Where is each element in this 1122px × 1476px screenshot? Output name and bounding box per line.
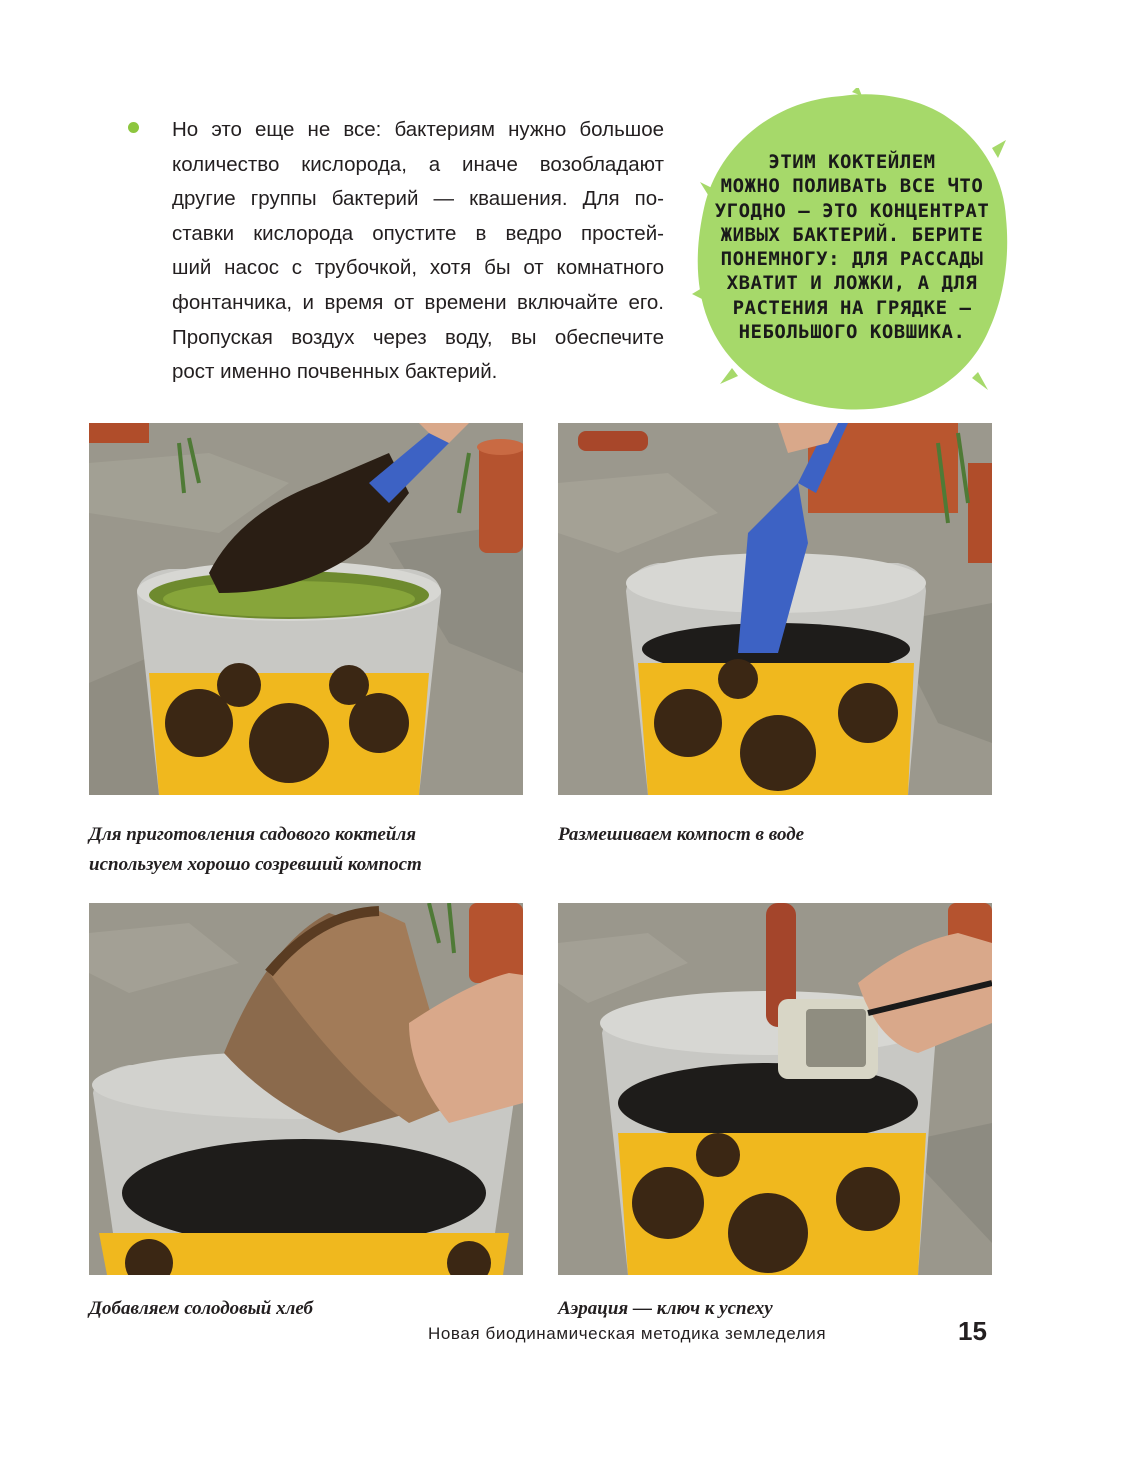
callout-line: ХВАТИТ И ЛОЖКИ, А ДЛЯ: [726, 272, 978, 295]
photo-compost-scoop: [89, 423, 523, 795]
callout-line: ПОНЕМНОГУ: ДЛЯ РАССАДЫ: [720, 248, 984, 271]
photo-aeration-pump: [558, 903, 992, 1275]
callout-text: [710, 150, 994, 344]
body-paragraph: [172, 113, 664, 390]
callout-line: ЭТИМ КОКТЕЙЛЕМ: [768, 151, 936, 173]
photo-stirring: [558, 423, 992, 795]
caption-line: Аэрация — ключ к успеху: [558, 1298, 773, 1319]
callout-line: РАСТЕНИЯ НА ГРЯДКЕ –: [732, 296, 972, 319]
callout-line: НЕБОЛЬШОГО КОВШИКА.: [738, 321, 966, 344]
body-line: Пропуская воздух через воду, вы обеспечите: [172, 325, 664, 349]
caption-line: Для приготовления садового коктейля: [89, 824, 416, 845]
caption-photo-4: [558, 1294, 773, 1324]
callout-line: МОЖНО ПОЛИВАТЬ ВСЕ ЧТО: [720, 175, 984, 198]
photo-adding-bread: [89, 903, 523, 1275]
caption-photo-3: [89, 1294, 313, 1324]
body-line: фонтанчика, и время от времени включайте его.: [172, 290, 664, 314]
caption-line: Добавляем солодовый хлеб: [89, 1298, 314, 1319]
body-line: рост именно почвенных бактерий.: [172, 360, 498, 384]
caption-photo-1: [89, 820, 422, 880]
body-line: ставки кислорода опустите в ведро простей-: [172, 221, 664, 245]
caption-photo-2: [558, 820, 804, 850]
callout-line: ЖИВЫХ БАКТЕРИЙ. БЕРИТЕ: [720, 223, 984, 246]
body-line: другие группы бактерий — квашения. Для по-: [172, 187, 664, 211]
page-number: 15: [958, 1316, 987, 1346]
callout-note: [692, 88, 1012, 414]
bullet-dot: [128, 122, 139, 133]
caption-line: Размешиваем компост в воде: [558, 824, 805, 845]
callout-line: УГОДНО – ЭТО КОНЦЕНТРАТ: [714, 199, 990, 222]
body-line: Но это еще не все: бактериям нужно большое: [172, 118, 664, 141]
running-footer-title: Новая биодинамическая методика земледелия: [428, 1324, 827, 1343]
body-line: количество кислорода, а иначе возобладают: [172, 152, 664, 176]
caption-line: используем хорошо созревший компост: [89, 854, 422, 875]
body-line: ший насос с трубочкой, хотя бы от комнатного: [172, 256, 664, 280]
